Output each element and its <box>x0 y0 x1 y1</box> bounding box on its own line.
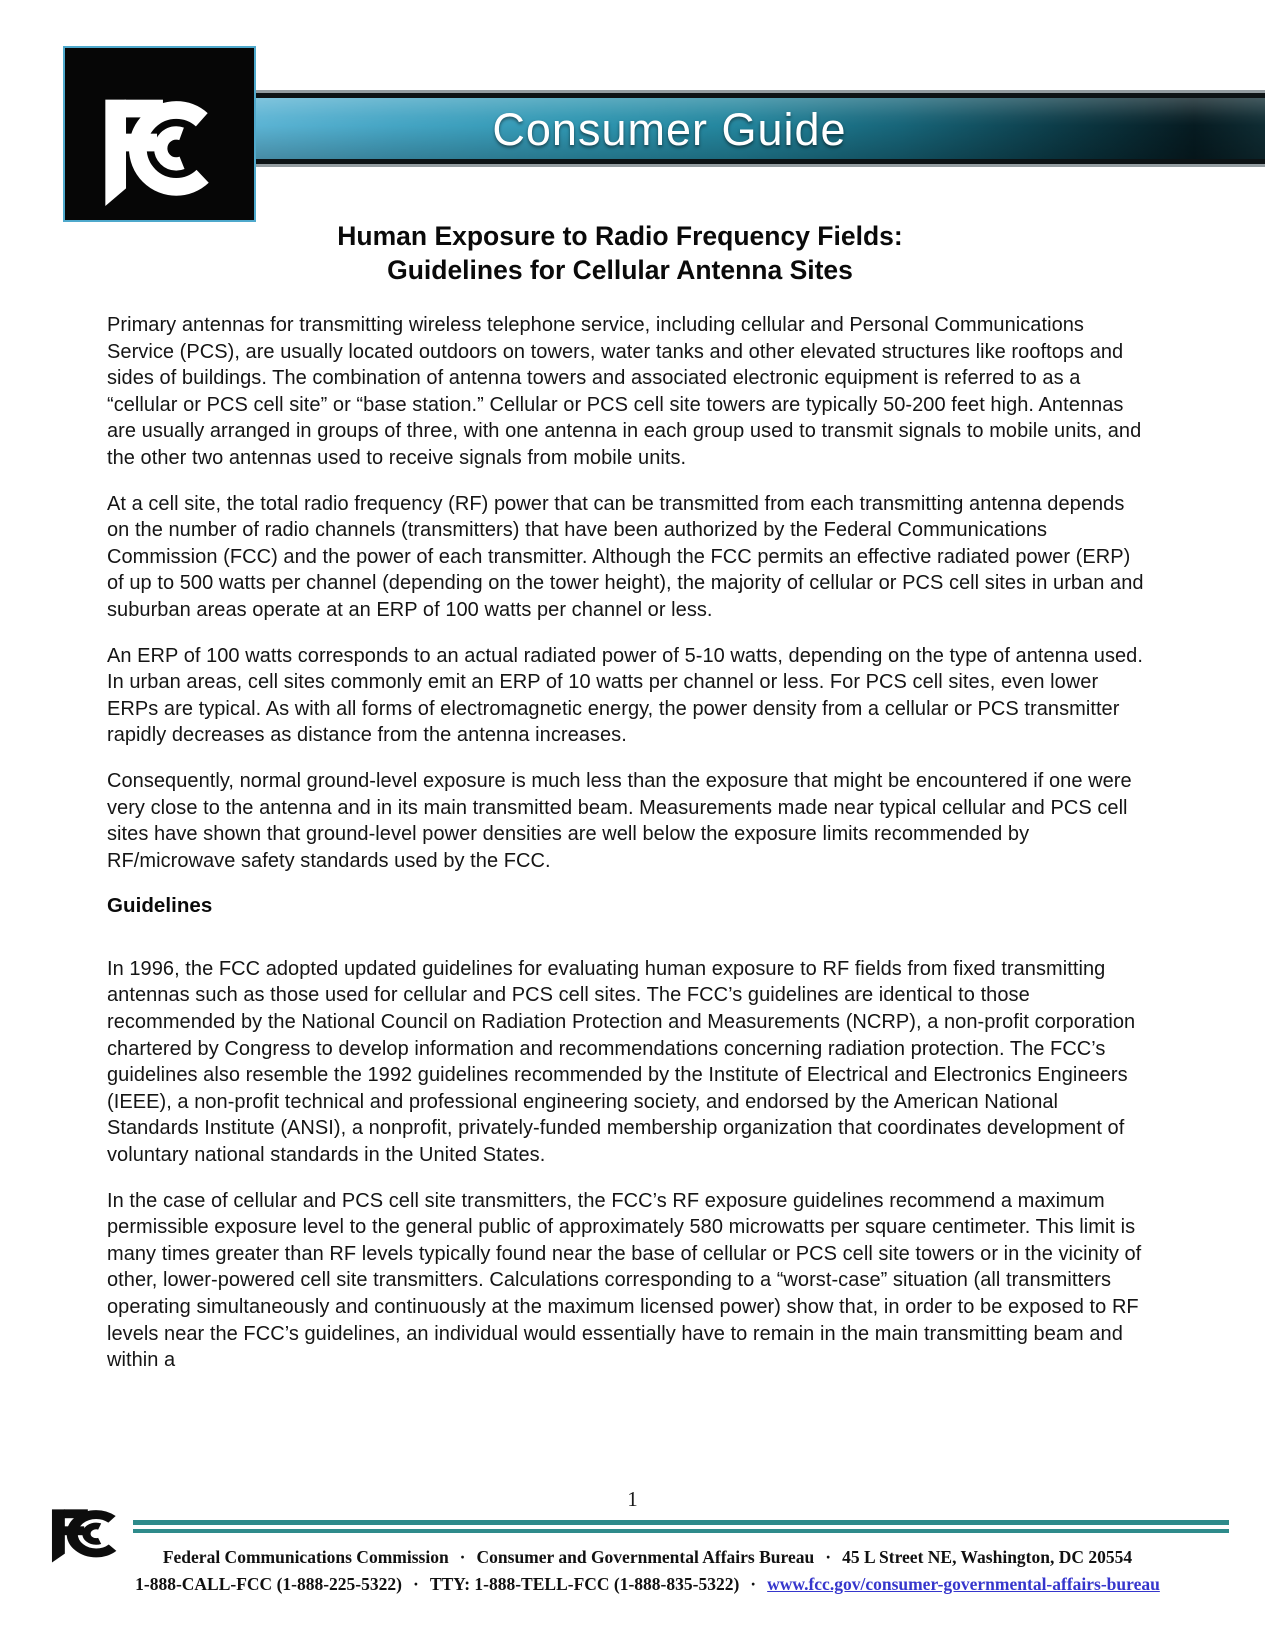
title-line-1: Human Exposure to Radio Frequency Fields: <box>337 221 903 251</box>
footer-rule-bottom <box>133 1529 1229 1533</box>
fcc-logo-icon <box>63 46 256 222</box>
paragraph: In the case of cellular and PCS cell site transmitters, the FCC’s RF exposure guidelines recommend a maximum permissible exposure level to the general public of approximately 580 microwatts per square centimeter. This limit is many times greater than RF levels typically found near the base of cellular or PCS cell site towers or in the vicinity of other, lower-powered cell site transmitters. Calculations corresponding to a “worst-case” situation (all transmitters operating simultaneously and continuously at the maximum licensed power) show that, in order to be exposed to RF levels near the FCC’s guidelines, an individual would essentially have to remain in the main transmitting beam and within a <box>107 1189 1142 1372</box>
guidelines-heading: Guidelines <box>107 894 213 918</box>
footer-separator: · <box>459 1547 466 1567</box>
page-footer <box>60 1544 1235 1598</box>
footer-address: 45 L Street NE, Washington, DC 20554 <box>842 1547 1133 1567</box>
footer-separator: · <box>412 1574 419 1594</box>
footer-agency: Federal Communications Commission <box>162 1547 449 1567</box>
paragraph: An ERP of 100 watts corresponds to an actual radiated power of 5-10 watts, depending on the type of antenna used. In urban areas, cell sites commonly emit an ERP of 10 watts per channel or less. For PCS cell sites, even lower ERPs are typical. As with all forms of electromagnetic energy, the power density from a cellular or PCS transmitter rapidly decreases as distance from the antenna increases. <box>107 644 1143 747</box>
document-title <box>0 220 1240 287</box>
footer-contact-line <box>60 1571 1235 1598</box>
fcc-logo-glyph <box>85 79 235 209</box>
banner-gradient <box>252 98 1265 159</box>
consumer-guide-banner <box>252 90 1265 167</box>
paragraph: Primary antennas for transmitting wireless telephone service, including cellular and Personal Communications Service (PCS), are usually located outdoors on towers, water tanks and other elevated structures like rooftops and sides of buildings. The combination of antenna towers and associated electronic equipment is referred to as a “cellular or PCS cell site” or “base station.” Cellular or PCS cell site towers are typically 50-200 feet high. Antennas are usually arranged in groups of three, with one antenna in each group used to transmit signals to mobile units, and the other two antennas used to receive signals from mobile units. <box>107 314 1142 469</box>
footer-address-line <box>60 1544 1235 1571</box>
document-body <box>107 312 1149 1374</box>
footer-rule-top <box>133 1520 1229 1525</box>
title-line-2: Guidelines for Cellular Antenna Sites <box>387 254 853 285</box>
footer-tty: TTY: 1-888-TELL-FCC (1-888-835-5322) <box>429 1574 740 1594</box>
page-number: 1 <box>627 1487 638 1511</box>
footer-divider <box>133 1520 1229 1533</box>
footer-phone: 1-888-CALL-FCC (1-888-225-5322) <box>135 1574 402 1594</box>
footer-bureau: Consumer and Governmental Affairs Bureau <box>476 1547 815 1567</box>
paragraph: In 1996, the FCC adopted updated guidelines for evaluating human exposure to RF fields from fixed transmitting antennas such as those used for cellular and PCS cell sites. The FCC’s guidelines are identical to those recommended by the National Council on Radiation Protection and Measurements (NCRP), a non-profit corporation chartered by Congress to develop information and recommendations concerning radiation protection. The FCC’s guidelines also resemble the 1992 guidelines recommended by the Institute of Electrical and Electronics Engineers (IEEE), a non-profit technical and professional engineering society, and endorsed by the American National Standards Institute (ANSI), a nonprofit, privately-funded membership organization that coordinates development of voluntary national standards in the United States. <box>107 957 1136 1167</box>
paragraph: At a cell site, the total radio frequency (RF) power that can be transmitted from each transmitting antenna depends on the number of radio channels (transmitters) that have been authorized by the Federal Communications Commission (FCC) and the power of each transmitter. Although the FCC permits an effective radiated power (ERP) of up to 500 watts per channel (depending on the tower height), the majority of cellular or PCS cell sites in urban and suburban areas operate at an ERP of 100 watts per channel or less. <box>107 492 1144 621</box>
banner-title: Consumer Guide <box>492 104 847 155</box>
footer-separator: · <box>825 1547 832 1567</box>
fcc-website-link[interactable]: www.fcc.gov/consumer-governmental-affairs-bureau <box>767 1574 1160 1594</box>
footer-separator: · <box>750 1574 757 1594</box>
paragraph: Consequently, normal ground-level exposure is much less than the exposure that might be encountered if one were very close to the antenna and in its main transmitted beam. Measurements made near typical cellular and PCS cell sites have shown that ground-level power densities are well below the exposure limits recommended by RF/microwave safety standards used by the FCC. <box>107 769 1132 872</box>
